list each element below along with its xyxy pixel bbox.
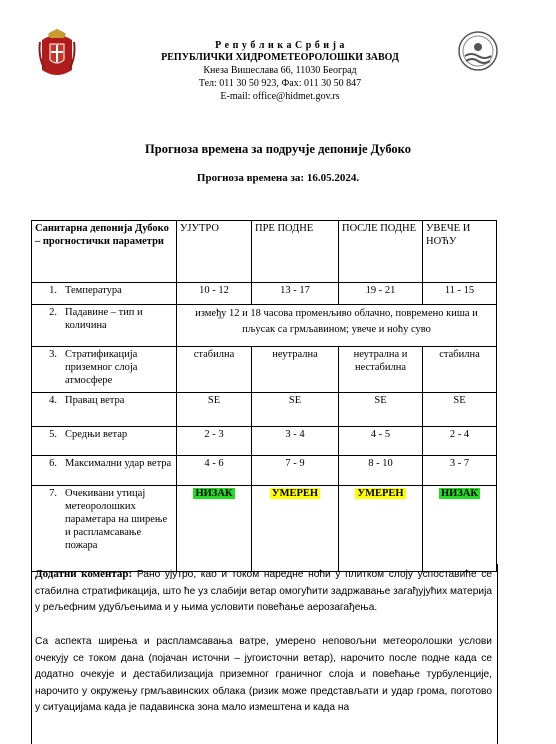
table-cell: неутрална xyxy=(252,347,339,393)
header-country: Р е п у б л и к а С р б и ј а xyxy=(215,40,345,51)
comment-paragraph-1 xyxy=(35,566,492,617)
table-row xyxy=(32,427,497,456)
serbia-coat-of-arms-icon xyxy=(38,26,76,82)
row-number: 4. xyxy=(49,395,57,406)
table-cell: 10 - 12 xyxy=(177,283,252,305)
table-cell: 4 - 6 xyxy=(177,456,252,486)
row-label: Температура xyxy=(65,285,122,296)
table-cell: 2 - 3 xyxy=(177,427,252,456)
row-label: Средњи ветар xyxy=(65,429,128,440)
header-email: E-mail: office@hidmet.gov.rs xyxy=(220,91,340,102)
header-address: Кнеза Вишеслава 66, 11030 Београд xyxy=(203,65,357,76)
table-cell: стабилна xyxy=(423,347,497,393)
row-label: Очекивани утицај метеоролошких параметара на ширење и распламсавање пожара xyxy=(65,488,168,551)
comment-paragraph-2: Са аспекта ширења и распламсавања ватре, умерено неповољни метеоролошки услови очекују се током дана (појачан источни – југоисточни ветар), нарочито после подне када се додатно очекује и дестабилизација приземног граничног слоја и повећање турбуленције, нарочито у окружењу грмљавинских облака (ризик може представљати и удар грома, поготово у ситуацијама када је падавинска зона мало измештена и када на xyxy=(35,636,492,713)
row-number: 2. xyxy=(49,307,57,318)
table-cell: 2 - 4 xyxy=(423,427,497,456)
impact-badge: УМЕРЕН xyxy=(357,488,404,499)
impact-badge: УМЕРЕН xyxy=(271,488,319,499)
row-number: 6. xyxy=(49,458,57,469)
table-row xyxy=(32,456,497,486)
row-number: 7. xyxy=(49,488,57,499)
table-cell: 8 - 10 xyxy=(339,456,423,486)
table-cell: неутрална и нестабилна xyxy=(339,347,423,393)
header-phone: Тел: 011 30 50 923, Фах: 011 30 50 847 xyxy=(198,78,362,89)
table-cell: 3 - 4 xyxy=(252,427,339,456)
row-number: 5. xyxy=(49,429,57,440)
table-cell: 3 - 7 xyxy=(423,456,497,486)
row-number: 1. xyxy=(49,285,57,296)
table-row xyxy=(32,283,497,305)
table-cell: SE xyxy=(339,393,423,427)
page-title: Прогноза времена за подручје депоније Дубоко xyxy=(145,142,411,156)
table-cell: 11 - 15 xyxy=(423,283,497,305)
period-evening-night: УВЕЧЕ И НОЋУ xyxy=(423,221,497,283)
row-label: Максимални удар ветра xyxy=(65,458,172,469)
table-cell: SE xyxy=(177,393,252,427)
rhmz-logo-icon xyxy=(457,30,499,72)
row-number: 3. xyxy=(49,349,57,360)
table-cell: 4 - 5 xyxy=(339,427,423,456)
forecast-date: Прогноза времена за: 16.05.2024. xyxy=(196,172,360,184)
impact-badge: НИЗАК xyxy=(440,488,479,499)
table-row xyxy=(32,305,497,347)
table-row xyxy=(32,486,497,572)
header-param-cell: Санитарна депонија Дубоко – прогностички параметри xyxy=(32,221,177,283)
row-label: Правац ветра xyxy=(65,395,125,406)
period-morning: УЈУТРО xyxy=(177,221,252,283)
table-cell: SE xyxy=(423,393,497,427)
comment-text-1: Рано ујутро, као и током наредне ноћи у плитком слоју успоставиће се стабилна стратификација, што ће уз слабији ветар омогућити задржавање загађујућих материја у рељефним удубљењима и у њима условити повећање аерозагађења. xyxy=(35,569,492,613)
period-before-noon: ПРЕ ПОДНЕ xyxy=(252,221,339,283)
merged-precipitation-cell: између 12 и 18 часова променљиво облачно, повремено киша и пљусак са грмљавином; увече и ноћу суво xyxy=(177,305,497,347)
row-label: Стратификација приземног слоја атмосфере xyxy=(65,349,138,386)
table-header-row xyxy=(32,221,497,283)
table-cell: стабилна xyxy=(177,347,252,393)
forecast-table xyxy=(31,220,497,572)
table-row xyxy=(32,393,497,427)
table-cell: SE xyxy=(252,393,339,427)
impact-badge: НИЗАК xyxy=(195,488,233,499)
period-afternoon: ПОСЛЕ ПОДНЕ xyxy=(339,221,423,283)
table-row xyxy=(32,347,497,393)
table-cell: 7 - 9 xyxy=(252,456,339,486)
table-cell: 13 - 17 xyxy=(252,283,339,305)
table-cell: 19 - 21 xyxy=(339,283,423,305)
comment-label: Додатни коментар: xyxy=(35,568,133,580)
row-label: Падавине – тип и количина xyxy=(65,307,143,331)
header-institute: РЕПУБЛИЧКИ ХИДРОМЕТЕОРОЛОШКИ ЗАВОД xyxy=(161,52,399,63)
